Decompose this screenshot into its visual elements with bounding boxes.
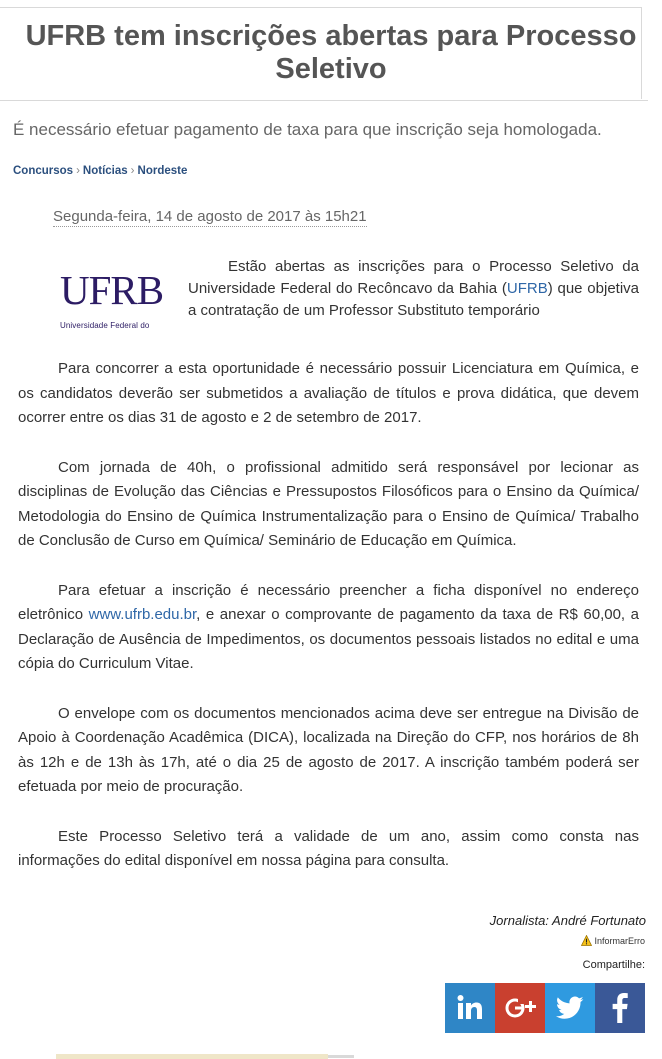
twitter-icon: [556, 996, 584, 1020]
google-plus-icon: [503, 993, 537, 1023]
breadcrumb: [13, 165, 187, 177]
paragraph-workload: Com jornada de 40h, o profissional admitido será responsável por lecionar as disciplinas de Evolução das Ciências e Pressupostos Filosóficos para o Ensino da Química/ Metodologia do Ensino de Química Instrumentalização para o Ensino de Química/ Trabalho de Conclusão de Curso em Química/ Seminário de Educação em Química.: [18, 458, 639, 549]
warning-icon: [581, 935, 592, 946]
breadcrumb-concursos[interactable]: Concursos: [13, 165, 74, 177]
footer-bar: [56, 1054, 328, 1059]
ufrb-link[interactable]: UFRB: [506, 280, 548, 297]
share-linkedin-button[interactable]: [445, 983, 495, 1033]
publish-date: Segunda-feira, 14 de agosto de 2017 às 15h21: [53, 208, 367, 225]
footer-bar-end: [328, 1055, 354, 1058]
ufrb-website-link[interactable]: www.ufrb.edu.br: [88, 606, 197, 623]
article-subtitle: É necessário efetuar pagamento de taxa para que inscrição seja homologada.: [13, 120, 602, 139]
intro-text-end: ) que objetiva a contratação de um Professor Substituto temporário: [188, 280, 639, 319]
share-buttons: [445, 983, 645, 1033]
registration-text-start: Para efetuar a inscrição é necessário preencher a ficha disponível no endereço eletrônico: [18, 581, 639, 623]
share-facebook-button[interactable]: [595, 983, 645, 1033]
breadcrumb-separator-icon: ›: [76, 165, 80, 177]
breadcrumb-noticias[interactable]: Notícias: [82, 165, 128, 177]
intro-paragraph: [188, 256, 639, 322]
logo-caption: Universidade Federal do: [60, 321, 150, 330]
intro-text-start: Estão abertas as inscrições para o Processo Seletivo da Universidade Federal do Recôncavo da Bahia (: [188, 258, 639, 297]
paragraph-requirements: Para concorrer a esta oportunidade é necessário possuir Licenciatura em Química, e os candidatos deverão ser submetidos a avaliação de títulos e prova didática, que devem ocorrer entre os dias 31 de agosto e 2 de setembro de 2017.: [18, 360, 639, 426]
paragraph-envelope: O envelope com os documentos mencionados acima deve ser entregue na Divisão de Apoio à Coordenação Acadêmica (DICA), localizada na Direção do CFP, nos horários de 8h às 12h e de 13h às 17h, até o dia 25 de agosto de 2017. A inscrição também poderá ser efetuada por meio de procuração.: [18, 704, 639, 795]
paragraph-registration: [18, 579, 639, 677]
registration-text-end: , e anexar o comprovante de pagamento da taxa de R$ 60,00, a Declaração de Ausência de Impedimentos, os documentos pessoais listados no edital e uma cópia do Curriculum Vitae.: [18, 606, 639, 672]
title-divider: [0, 100, 648, 101]
logo-mark: [60, 268, 177, 312]
article-body: [18, 357, 639, 899]
article-title: UFRB tem inscrições abertas para Processo Seletivo: [25, 20, 637, 85]
report-error-button[interactable]: [581, 935, 645, 946]
facebook-icon: [611, 993, 629, 1023]
header-top-border: [0, 7, 642, 8]
linkedin-icon: [455, 993, 485, 1023]
share-twitter-button[interactable]: [545, 983, 595, 1033]
paragraph-validity: Este Processo Seletivo terá a validade de um ano, assim como consta nas informações do edital disponível em nossa página para consulta.: [18, 827, 639, 869]
share-label: Compartilhe:: [582, 959, 645, 971]
journalist-byline: Jornalista: André Fortunato: [489, 913, 646, 928]
ufrb-logo: [60, 268, 177, 334]
share-googleplus-button[interactable]: [495, 983, 545, 1033]
logo-text: UFRB: [60, 268, 164, 313]
report-error-label: InformarErro: [594, 935, 645, 946]
breadcrumb-separator-icon: ›: [130, 165, 135, 177]
breadcrumb-nordeste[interactable]: Nordeste: [137, 165, 188, 177]
